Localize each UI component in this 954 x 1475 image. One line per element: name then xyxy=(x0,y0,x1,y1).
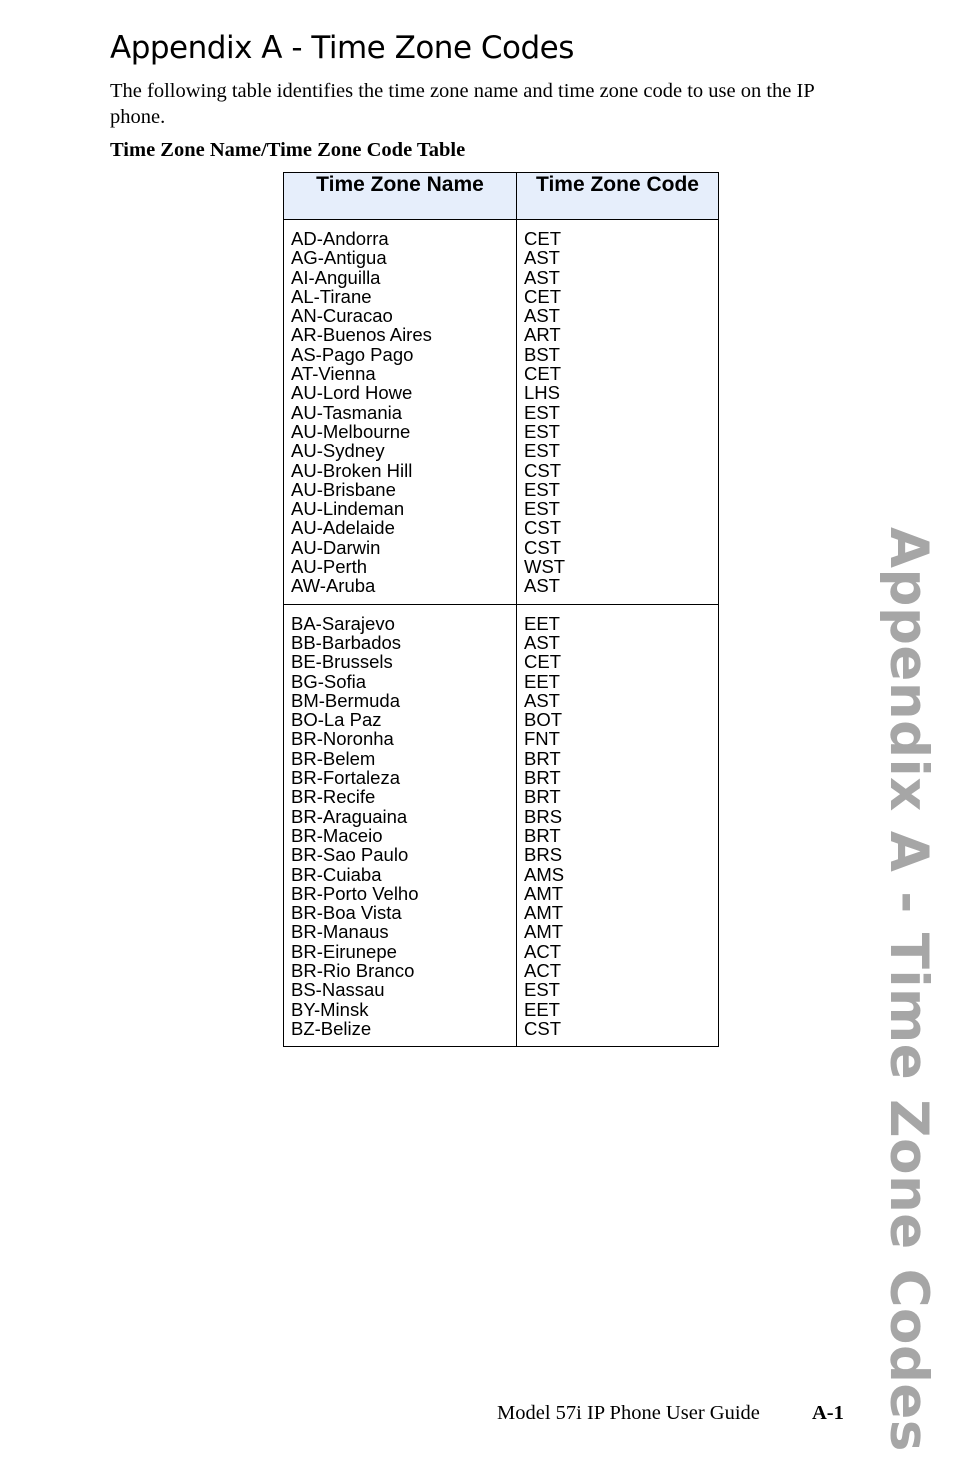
zone-code: EET xyxy=(524,998,560,1020)
zone-code: CET xyxy=(524,363,561,385)
zone-code: EST xyxy=(524,420,560,442)
page-title: Appendix A - Time Zone Codes xyxy=(110,30,574,66)
time-zone-table xyxy=(283,172,719,1047)
zone-name: AU-Brisbane xyxy=(291,478,396,500)
zone-code: ACT xyxy=(524,940,561,962)
zone-name: BR-Sao Paulo xyxy=(291,844,409,866)
zone-name: BR-Cuiaba xyxy=(291,863,382,885)
zone-code: BRT xyxy=(524,747,561,769)
zone-code: BRS xyxy=(524,844,563,866)
zone-name: BR-Porto Velho xyxy=(291,882,419,904)
zone-name: AN-Curacao xyxy=(291,305,393,327)
zone-name: AU-Broken Hill xyxy=(291,459,413,481)
zone-code: BOT xyxy=(524,709,563,731)
zone-code: CST xyxy=(524,536,561,558)
zone-name: BR-Fortaleza xyxy=(291,767,400,789)
zone-name: BR-Noronha xyxy=(291,728,394,750)
side-tab-title: Appendix A - Time Zone Codes xyxy=(878,527,939,1452)
zone-code: BRT xyxy=(524,786,561,808)
zone-name: AU-Melbourne xyxy=(291,420,411,442)
column-header-code: Time Zone Code xyxy=(517,173,719,220)
zone-code: WST xyxy=(524,556,566,578)
zone-name: AU-Sydney xyxy=(291,440,385,462)
zone-code: EST xyxy=(524,401,560,423)
zone-name: BS-Nassau xyxy=(291,979,385,1001)
zone-name: BR-Araguaina xyxy=(291,805,408,827)
page-number: A-1 xyxy=(812,1402,844,1424)
zone-code: EST xyxy=(524,440,560,462)
zone-name: AG-Antigua xyxy=(291,247,387,269)
zone-code: CST xyxy=(524,1017,561,1039)
zone-name: AU-Darwin xyxy=(291,536,381,558)
zone-code: AMT xyxy=(524,882,564,904)
zone-code-cell xyxy=(517,604,719,1047)
table-row xyxy=(284,604,719,1047)
zone-code: CET xyxy=(524,228,561,249)
zone-name-cell xyxy=(284,604,517,1047)
zone-name: BR-Recife xyxy=(291,786,376,808)
zone-code: AST xyxy=(524,266,560,288)
zone-name: AL-Tirane xyxy=(291,285,372,307)
zone-name: AU-Perth xyxy=(291,556,368,578)
intro-paragraph: The following table identifies the time zone name and time zone code to use on the IP phone. xyxy=(110,80,814,128)
zone-name: BE-Brussels xyxy=(291,651,393,673)
table-caption: Time Zone Name/Time Zone Code Table xyxy=(110,139,466,161)
zone-code-cell xyxy=(517,220,719,605)
table-row xyxy=(284,220,719,605)
zone-code: BST xyxy=(524,343,560,365)
zone-code: EET xyxy=(524,670,560,692)
zone-name: BR-Belem xyxy=(291,747,376,769)
zone-name: BG-Sofia xyxy=(291,670,367,692)
zone-code: EET xyxy=(524,612,560,634)
zone-name: BZ-Belize xyxy=(291,1017,372,1039)
zone-name: BY-Minsk xyxy=(291,998,369,1020)
zone-name: AD-Andorra xyxy=(291,228,389,249)
zone-name: BR-Eirunepe xyxy=(291,940,397,962)
zone-code: AST xyxy=(524,305,560,327)
zone-name: BB-Barbados xyxy=(291,631,402,653)
zone-code: AMT xyxy=(524,921,564,943)
zone-name: AR-Buenos Aires xyxy=(291,324,432,346)
zone-code: ACT xyxy=(524,959,561,981)
column-header-name: Time Zone Name xyxy=(284,173,517,220)
zone-code: BRT xyxy=(524,767,561,789)
zone-code: AST xyxy=(524,575,560,597)
zone-code: AMT xyxy=(524,902,564,924)
zone-name-cell xyxy=(284,220,517,605)
zone-name: BR-Rio Branco xyxy=(291,959,415,981)
zone-name: BO-La Paz xyxy=(291,709,382,731)
zone-name: AU-Lord Howe xyxy=(291,382,413,404)
zone-code: BRS xyxy=(524,805,563,827)
zone-name: AT-Vienna xyxy=(291,363,376,385)
zone-code: EST xyxy=(524,979,560,1001)
zone-name: AI-Anguilla xyxy=(291,266,381,288)
zone-name: BR-Manaus xyxy=(291,921,389,943)
zone-name: AU-Tasmania xyxy=(291,401,403,423)
zone-code: LHS xyxy=(524,382,560,404)
table-header-row xyxy=(284,173,719,220)
zone-name: AW-Aruba xyxy=(291,575,376,597)
footer-guide-title: Model 57i IP Phone User Guide xyxy=(497,1402,760,1424)
zone-code: EST xyxy=(524,498,560,520)
zone-name: AU-Adelaide xyxy=(291,517,395,539)
zone-code: CST xyxy=(524,517,561,539)
zone-code: BRT xyxy=(524,824,561,846)
zone-name: AS-Pago Pago xyxy=(291,343,414,365)
zone-name: AU-Lindeman xyxy=(291,498,405,520)
zone-code: AMS xyxy=(524,863,565,885)
zone-code: EST xyxy=(524,478,560,500)
zone-name: BR-Maceio xyxy=(291,824,383,846)
zone-name: BM-Bermuda xyxy=(291,689,400,711)
zone-code: AST xyxy=(524,247,560,269)
zone-code: FNT xyxy=(524,728,560,750)
zone-code: CET xyxy=(524,651,561,673)
zone-code: AST xyxy=(524,689,560,711)
zone-code: CST xyxy=(524,459,561,481)
zone-name: BA-Sarajevo xyxy=(291,612,395,634)
zone-code: CET xyxy=(524,285,561,307)
zone-code: ART xyxy=(524,324,561,346)
zone-name: BR-Boa Vista xyxy=(291,902,402,924)
zone-code: AST xyxy=(524,631,560,653)
